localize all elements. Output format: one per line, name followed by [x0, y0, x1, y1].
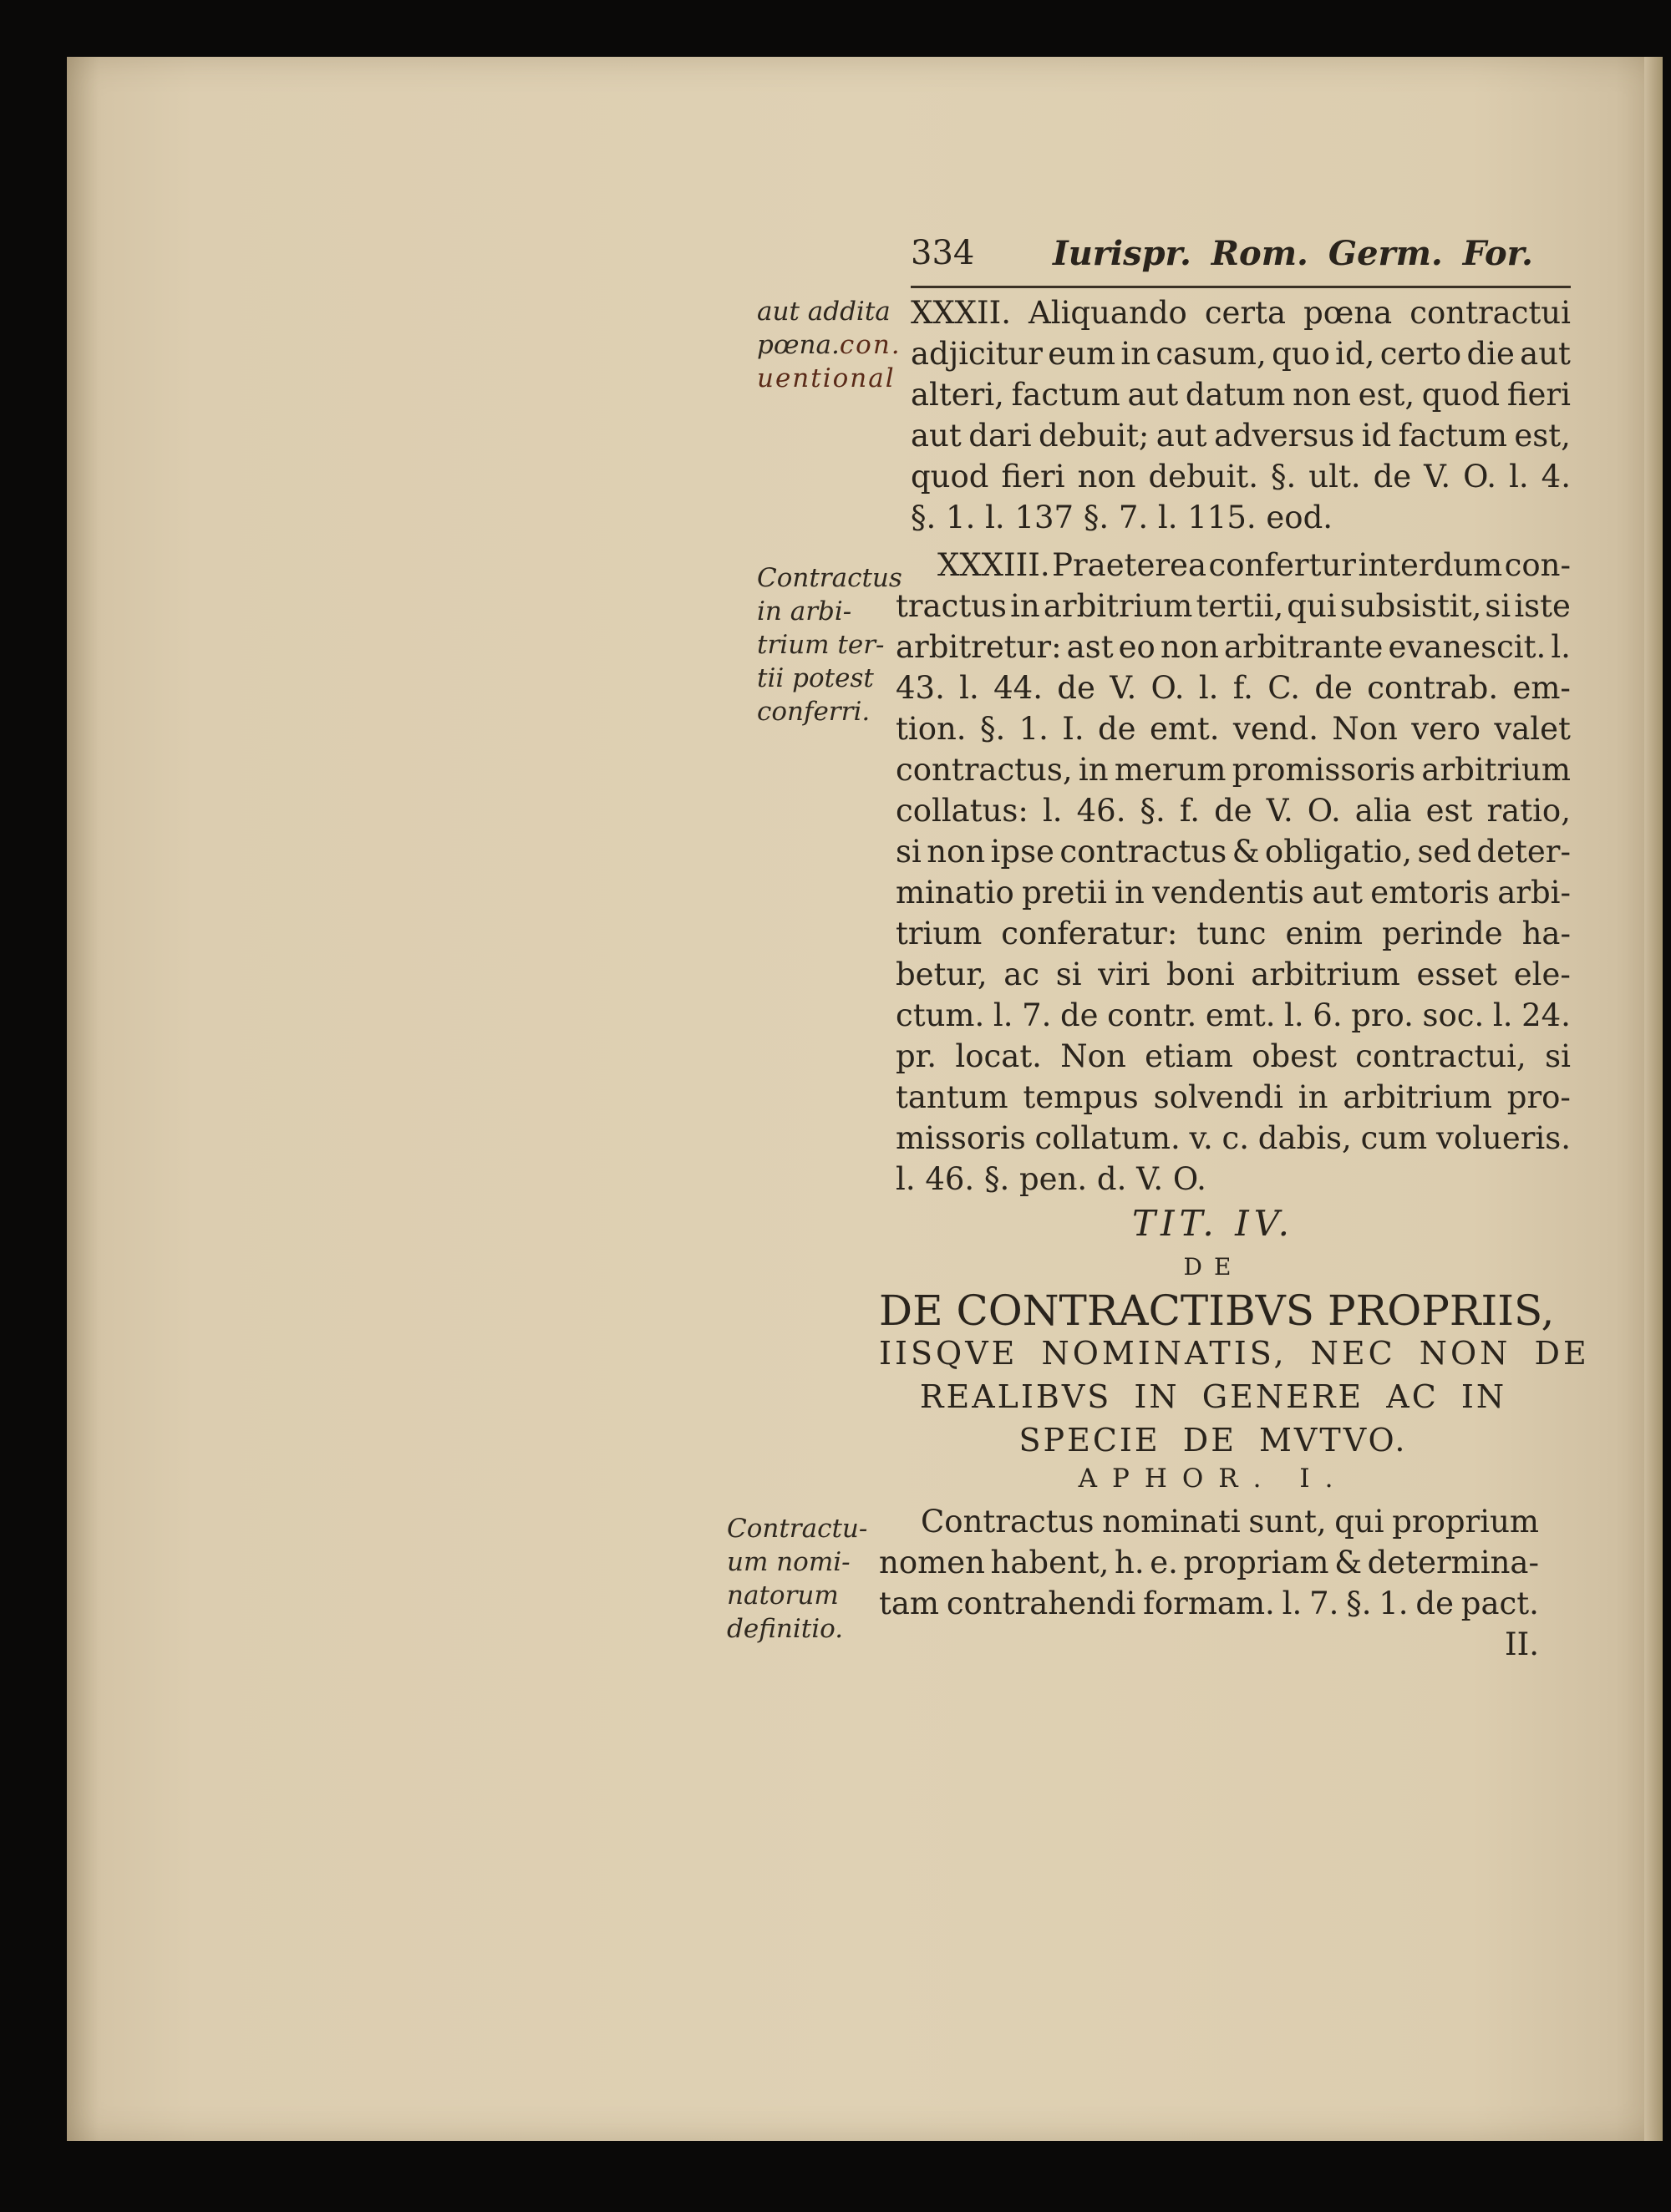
word: promissoris: [1232, 752, 1416, 788]
word: l.: [1282, 1585, 1303, 1621]
word: minatio: [896, 875, 1014, 911]
word: obligatio,: [1264, 834, 1413, 870]
word: si: [1055, 956, 1082, 992]
word: v.: [1189, 1120, 1213, 1156]
word: quod: [1421, 377, 1501, 413]
word: qui: [1287, 588, 1337, 624]
word: arbitretur:: [896, 629, 1062, 665]
word: pro-: [1506, 1079, 1571, 1115]
word: in: [1078, 752, 1109, 788]
word: 24.: [1521, 997, 1571, 1033]
word: cum: [1360, 1120, 1428, 1156]
text-line: [896, 749, 1571, 790]
word: Non: [1060, 1038, 1126, 1074]
word: l.: [1492, 997, 1513, 1033]
word: l.: [959, 670, 979, 706]
margin-note-line: Contractu-: [727, 1514, 868, 1544]
word: O.: [1463, 459, 1497, 495]
word: con-: [1504, 547, 1571, 583]
word: Contractus: [921, 1504, 1095, 1540]
word: non: [1160, 629, 1219, 665]
word: esset: [1416, 956, 1498, 992]
margin-note-poena: [757, 295, 902, 395]
text-line: l. 46. §. pen. d. V. O.: [896, 1161, 1206, 1197]
word: Praeterea: [1052, 547, 1207, 583]
word: quo: [1272, 336, 1330, 372]
margin-note-definitio: [727, 1512, 867, 1646]
margin-note-line: conferri.: [757, 697, 871, 727]
word: contr.: [1107, 997, 1197, 1033]
title-number: TIT. IV.: [1131, 1203, 1295, 1244]
word: e.: [1150, 1545, 1178, 1580]
word: l.: [993, 997, 1013, 1033]
margin-note-line: um nomi-: [727, 1547, 851, 1577]
word: non: [1293, 377, 1351, 413]
word: ult.: [1308, 459, 1361, 495]
word: l.: [1042, 793, 1063, 829]
word: l.: [1509, 459, 1529, 495]
word: §.: [979, 711, 1006, 747]
word: est,: [1514, 418, 1571, 454]
word: betur,: [896, 956, 988, 992]
word: tunc: [1196, 916, 1267, 951]
handwritten-annotation: uentional: [757, 363, 896, 393]
word: V.: [1266, 793, 1293, 829]
text-line: [911, 333, 1571, 374]
word: §.: [1346, 1585, 1372, 1621]
word: §.: [1271, 459, 1297, 495]
word: contrahendi: [946, 1585, 1136, 1621]
word: O.: [1150, 670, 1185, 706]
word: de: [1057, 670, 1095, 706]
word: boni: [1166, 956, 1235, 992]
text-line: [911, 456, 1571, 497]
text-line: [896, 708, 1571, 749]
page-number: 334: [911, 234, 975, 272]
section-title-line: DE CONTRACTIBVS PROPRIIS,: [879, 1286, 1555, 1335]
word: est,: [1358, 377, 1415, 413]
word: merum: [1114, 752, 1227, 788]
word: quod: [911, 459, 989, 495]
word: 7.: [1022, 997, 1052, 1033]
word: factum: [1398, 418, 1507, 454]
word: XXXII.: [911, 295, 1012, 331]
word: id: [1361, 418, 1392, 454]
word: 1.: [1379, 1585, 1409, 1621]
word: arbitrium: [1421, 752, 1571, 788]
word: si: [1485, 588, 1511, 624]
word: aut: [1127, 377, 1179, 413]
word: fieri: [1506, 377, 1571, 413]
word: 7.: [1309, 1585, 1339, 1621]
word: emt.: [1149, 711, 1220, 747]
word: pact.: [1460, 1585, 1539, 1621]
word: fieri: [1001, 459, 1065, 495]
word: collatum.: [1034, 1120, 1181, 1156]
text-line: [896, 872, 1571, 913]
word: §.: [1140, 793, 1166, 829]
word: deter-: [1476, 834, 1571, 870]
word: formam.: [1143, 1585, 1275, 1621]
text-line: [911, 374, 1571, 415]
word: vero: [1411, 711, 1481, 747]
word: aut: [911, 418, 962, 454]
word: ast: [1066, 629, 1114, 665]
word: arbitrium: [1043, 588, 1193, 624]
word: datum: [1185, 377, 1286, 413]
word: alia: [1354, 793, 1412, 829]
word: viri: [1098, 956, 1150, 992]
word: ctum.: [896, 997, 985, 1033]
word: factum: [1011, 377, 1120, 413]
title-de: DE: [1183, 1253, 1243, 1281]
word: l.: [1284, 997, 1304, 1033]
paragraph-xxxiii: [896, 545, 1571, 1200]
word: contractus,: [896, 752, 1073, 788]
section-title-line: SPECIE DE MVTVO.: [1018, 1422, 1408, 1459]
word: pr.: [896, 1038, 937, 1074]
section-title-line: REALIBVS IN GENERE AC IN: [919, 1378, 1507, 1415]
word: ratio,: [1486, 793, 1571, 829]
word: XXXIII.: [937, 547, 1050, 583]
word: O.: [1307, 793, 1341, 829]
text-line: [896, 1077, 1571, 1118]
word: qui: [1334, 1504, 1384, 1540]
word: contractui,: [1355, 1038, 1526, 1074]
word: 43.: [896, 670, 945, 706]
word: in: [1010, 588, 1040, 624]
word: non: [1077, 459, 1136, 495]
section-title-line: IISQVE NOMINATIS, NEC NON DE: [879, 1335, 1590, 1372]
text-line: [879, 1542, 1539, 1583]
word: enim: [1285, 916, 1364, 951]
word: Aliquando: [1029, 295, 1187, 331]
word: ha-: [1521, 916, 1571, 951]
word: aut: [1155, 418, 1207, 454]
word: 1.: [1018, 711, 1049, 747]
word: habent,: [990, 1545, 1110, 1580]
word: emtoris: [1370, 875, 1490, 911]
word: arbitrium: [1343, 1079, 1492, 1115]
text-line: [896, 954, 1571, 995]
word: ac: [1003, 956, 1040, 992]
word: h.: [1115, 1545, 1145, 1580]
margin-note-text: pœna.: [757, 330, 840, 360]
word: die: [1466, 336, 1515, 372]
word: conferatur:: [1001, 916, 1178, 951]
word: pœna: [1303, 295, 1393, 331]
word: adjicitur: [911, 336, 1043, 372]
word: 6.: [1313, 997, 1343, 1033]
word: alteri,: [911, 377, 1004, 413]
word: eum: [1048, 336, 1116, 372]
word: tion.: [896, 711, 967, 747]
word: locat.: [955, 1038, 1042, 1074]
handwritten-annotation: con.: [839, 330, 902, 360]
word: certo: [1379, 336, 1462, 372]
word: proprium: [1392, 1504, 1539, 1540]
margin-note-arbitrium: [757, 561, 902, 728]
text-line: [879, 1583, 1539, 1624]
word: contractui: [1409, 295, 1571, 331]
word: soc.: [1422, 997, 1485, 1033]
paragraph-aphor-i: [879, 1501, 1539, 1665]
word: in: [1115, 875, 1145, 911]
word: adversus: [1214, 418, 1355, 454]
word: de: [1059, 997, 1099, 1033]
paragraph-xxxii: [911, 292, 1571, 538]
page-fore-edge: [1644, 57, 1663, 2141]
catchword: II.: [1505, 1626, 1539, 1662]
word: arbi-: [1497, 875, 1571, 911]
text-line: [896, 667, 1571, 708]
word: l.: [1551, 629, 1571, 665]
text-line: [896, 1118, 1571, 1159]
word: non: [927, 834, 986, 870]
text-line: [896, 913, 1571, 954]
text-line: [896, 586, 1571, 627]
word: sunt,: [1248, 1504, 1327, 1540]
word: solvendi: [1153, 1079, 1283, 1115]
word: valet: [1494, 711, 1571, 747]
margin-note-line: definitio.: [727, 1614, 844, 1644]
word: 46.: [1076, 793, 1126, 829]
word: dari: [968, 418, 1032, 454]
word: l.: [1198, 670, 1219, 706]
word: si: [896, 834, 922, 870]
word: nominati: [1102, 1504, 1241, 1540]
word: f.: [1232, 670, 1253, 706]
word: trium: [896, 916, 983, 951]
word: tam: [879, 1585, 940, 1621]
word: &: [1232, 834, 1260, 870]
word: eo: [1118, 629, 1155, 665]
word: sed: [1417, 834, 1472, 870]
word: pretii: [1022, 875, 1107, 911]
word: obest: [1252, 1038, 1337, 1074]
word: casum,: [1155, 336, 1267, 372]
word: de: [1415, 1585, 1454, 1621]
margin-note-line: aut addita: [757, 297, 891, 327]
word: f.: [1179, 793, 1200, 829]
text-line: [896, 1036, 1571, 1077]
word: aut: [1312, 875, 1363, 911]
word: de: [1097, 711, 1136, 747]
word: arbitrante: [1223, 629, 1384, 665]
word: de: [1314, 670, 1353, 706]
text-line: [896, 627, 1571, 667]
word: contractus: [1059, 834, 1227, 870]
word: subsistit,: [1339, 588, 1482, 624]
word: missoris: [896, 1120, 1026, 1156]
text-line: [911, 292, 1571, 333]
margin-note-line: trium ter-: [757, 630, 885, 660]
word: pro.: [1351, 997, 1414, 1033]
header-rule: [911, 286, 1571, 288]
word: determina-: [1367, 1545, 1539, 1580]
word: tantum: [896, 1079, 1008, 1115]
word: certa: [1204, 295, 1287, 331]
text-line: [896, 545, 1571, 586]
word: contrab.: [1367, 670, 1499, 706]
word: ele-: [1513, 956, 1571, 992]
text-line: [911, 415, 1571, 456]
text-line: [896, 831, 1571, 872]
word: vend.: [1232, 711, 1318, 747]
word: V.: [1424, 459, 1451, 495]
word: nomen: [879, 1545, 985, 1580]
margin-note-line: tii potest: [757, 663, 874, 693]
word: C.: [1267, 670, 1300, 706]
word: debuit;: [1039, 418, 1150, 454]
text-line: §. 1. l. 137 §. 7. l. 115. eod.: [911, 500, 1333, 535]
word: 44.: [993, 670, 1043, 706]
running-head: [911, 234, 1533, 281]
word: propriam: [1183, 1545, 1329, 1580]
word: &: [1334, 1545, 1363, 1580]
word: dabis,: [1257, 1120, 1352, 1156]
running-title: Iurispr. Rom. Germ. For.: [1053, 234, 1533, 273]
word: I.: [1062, 711, 1084, 747]
margin-note-line: Contractus: [757, 563, 902, 593]
word: in: [1120, 336, 1151, 372]
word: c.: [1222, 1120, 1250, 1156]
word: perinde: [1382, 916, 1503, 951]
word: vendentis: [1152, 875, 1304, 911]
word: si: [1545, 1038, 1571, 1074]
word: tertii,: [1196, 588, 1284, 624]
word: interdum: [1358, 547, 1503, 583]
word: de: [1214, 793, 1252, 829]
text-line: [879, 1501, 1539, 1542]
text-line: [896, 790, 1571, 831]
word: em-: [1512, 670, 1571, 706]
word: iste: [1514, 588, 1571, 624]
word: est: [1425, 793, 1473, 829]
word: in: [1298, 1079, 1328, 1115]
word: volueris.: [1435, 1120, 1571, 1156]
margin-note-line: natorum: [727, 1580, 839, 1611]
word: id,: [1335, 336, 1375, 372]
word: ipse: [990, 834, 1054, 870]
word: Non: [1332, 711, 1398, 747]
word: tractus: [896, 588, 1008, 624]
word: emt.: [1205, 997, 1276, 1033]
word: V.: [1110, 670, 1137, 706]
margin-note-line: [757, 328, 902, 362]
word: etiam: [1145, 1038, 1233, 1074]
word: tempus: [1023, 1079, 1139, 1115]
word: collatus:: [896, 793, 1029, 829]
margin-note-line: in arbi-: [757, 596, 852, 627]
word: de: [1373, 459, 1412, 495]
word: confertur: [1208, 547, 1356, 583]
aphorism-heading: APHOR. I.: [1078, 1464, 1348, 1494]
text-line: [896, 995, 1571, 1036]
word: evanescit.: [1388, 629, 1547, 665]
word: aut: [1520, 336, 1571, 372]
word: arbitrium: [1251, 956, 1400, 992]
word: 4.: [1541, 459, 1571, 495]
word: debuit.: [1148, 459, 1259, 495]
